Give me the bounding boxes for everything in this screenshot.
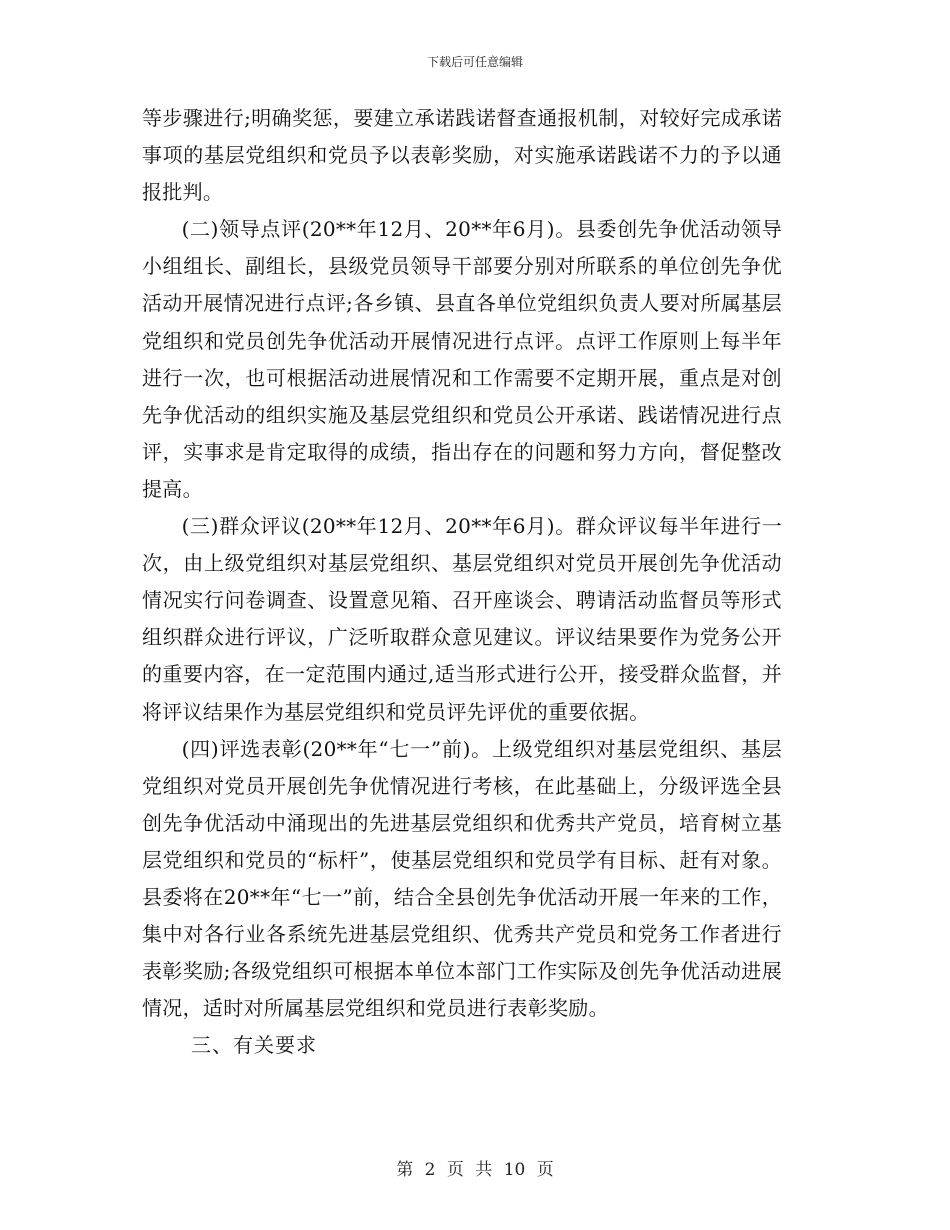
paragraph-leader-review: (二)领导点评(20**年12月、20**年6月)。县委创先争优活动领导小组组长、副组长，县级党员领导干部要分别对所联系的单位创先争优活动开展情况进行点评;各乡镇、县直各单位党组织负责人要对所属基层党组织和党员创先争优活动开展情况进行点评。点评工作原则上每半年进行一次，也可根据活动进展情况和工作需要不定期开展，重点是对创先争优活动的组织实施及基层党组织和党员公开承诺、践诺情况进行点评，实事求是肯定取得的成绩，指出存在的问题和努力方向，督促整改提高。 — [142, 217, 782, 501]
paragraph-public-evaluation: (三)群众评议(20**年12月、20**年6月)。群众评议每半年进行一次，由上级党组织对基层党组织、基层党组织对党员开展创先争优活动情况实行问卷调查、设置意见箱、召开座谈会、聘请活动监督员等形式组织群众进行评议，广泛听取群众意见建议。评议结果要作为党务公开的重要内容，在一定范围内通过,适当形式进行公开，接受群众监督，并将评议结果作为基层党组织和党员评先评优的重要依据。 — [142, 514, 782, 724]
paragraph-continuation: 等步骤进行;明确奖惩，要建立承诺践诺督查通报机制，对较好完成承诺事项的基层党组织和党员予以表彰奖励，对实施承诺践诺不力的予以通报批判。 — [142, 106, 782, 205]
page-header: 下载后可任意编辑 — [426, 55, 523, 69]
paragraph-selection-commendation: (四)评选表彰(20**年“七一”前)。上级党组织对基层党组织、基层党组织对党员开展创先争优情况进行考核，在此基础上，分级评选全县创先争优活动中涌现出的先进基层党组织和优秀共产党员，培育树立基层党组织和党员的“标杆”，使基层党组织和党员学有目标、赶有对象。县委将在20**年“七一”前，结合全县创先争优活动开展一年来的工作，集中对各行业各系统先进基层党组织、优秀共产党员和党务工作者进行表彰奖励;各级党组织可根据本单位本部门工作实际及创先争优活动进展情况，适时对所属基层党组织和党员进行表彰奖励。 — [142, 736, 782, 1021]
document-body — [142, 100, 782, 1064]
page-number-footer: 第 2 页 共 10 页 — [396, 1160, 554, 1180]
section-heading-requirements: 三、有关要求 — [191, 1033, 317, 1058]
